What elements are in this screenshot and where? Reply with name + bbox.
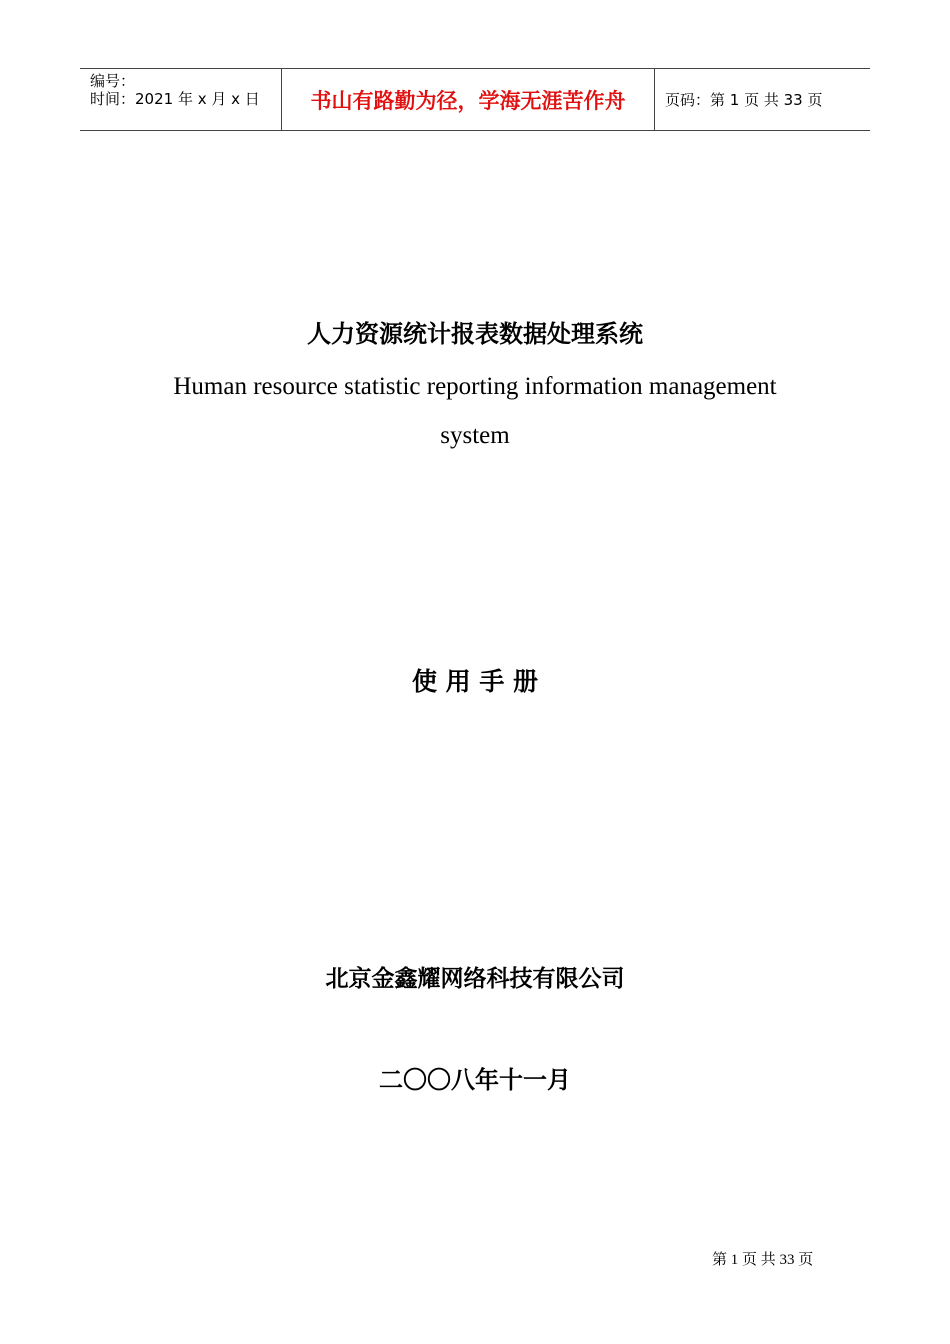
header-time-label: 时间：2021 年 x 月 x 日 [90,90,260,108]
header-motto: 书山有路勤为径，学海无涯苦作舟 [310,88,626,113]
manual-heading: 使 用 手 册 [411,667,539,696]
page-header [80,68,870,131]
header-page-info: 页码：第 1 页 共 33 页 [665,91,823,109]
document-title-cn: 人力资源统计报表数据处理系统 [307,320,643,348]
document-title-en: Human resource statistic reporting information management system [173,373,777,449]
header-motto-cell [282,69,655,130]
company-name: 北京金鑫耀网络科技有限公司 [325,966,625,992]
header-number-label: 编号： [90,72,136,90]
page-footer: 第 1 页 共 33 页 [712,1252,814,1268]
publish-date: 二〇〇八年十一月 [379,1066,571,1094]
header-meta [80,69,282,130]
